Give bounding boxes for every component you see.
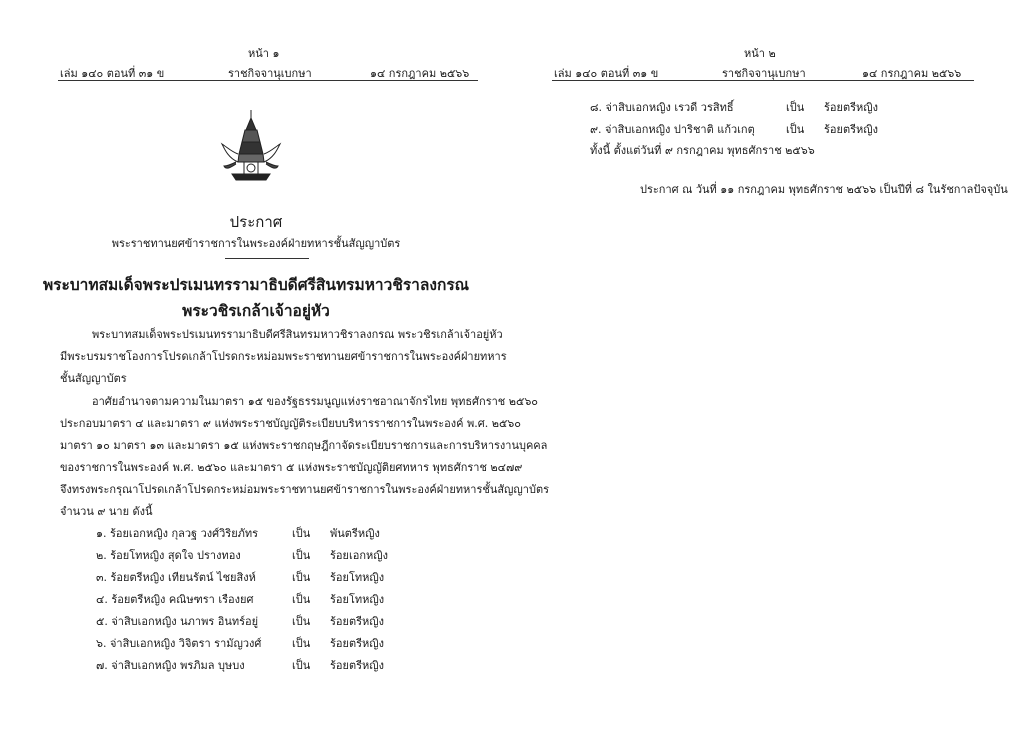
paragraph-2-line: อาศัยอำนาจตามความในมาตรา ๑๕ ของรัฐธรรมนูญแห่งราชอาณาจักรไทย พุทธศักราช ๒๕๖๐ [92, 395, 539, 408]
gazette-page-2 [512, 0, 1024, 738]
list-item-be: เป็น [292, 549, 311, 562]
title-divider [225, 258, 309, 259]
list-item-name: ๓. ร้อยตรีหญิง เทียนรัตน์ ไชยสิงห์ [96, 571, 256, 584]
announcement-subject: พระราชทานยศข้าราชการในพระองค์ฝ่ายทหารชั้นสัญญาบัตร [111, 237, 401, 250]
paragraph-1-line: มีพระบรมราชโองการโปรดเกล้าโปรดกระหม่อมพระราชทานยศข้าราชการในพระองค์ฝ่ายทหาร [60, 350, 507, 363]
list-item-name: ๔. ร้อยตรีหญิง คณิษฑรา เรืองยศ [96, 593, 254, 606]
list-item-rank: ร้อยตรีหญิง [330, 659, 385, 672]
list-item-name: ๒. ร้อยโทหญิง สุดใจ ปรางทอง [96, 549, 241, 562]
header-gazette-name: ราชกิจจานุเบกษา [722, 67, 806, 80]
list-item-be: เป็น [292, 527, 311, 540]
list-item-be: เป็น [786, 123, 805, 136]
header-date: ๑๔ กรกฎาคม ๒๕๖๖ [862, 67, 962, 80]
paragraph-2-line: ประกอบมาตรา ๔ และมาตรา ๙ แห่งพระราชบัญญัติระเบียบบริหารราชการในพระองค์ พ.ศ. ๒๕๖๐ [60, 417, 521, 430]
paragraph-2-line: ของราชการในพระองค์ พ.ศ. ๒๕๖๐ และมาตรา ๕ แห่งพระราชบัญญัติยศทหาร พุทธศักราช ๒๔๗๙ [60, 461, 523, 474]
paragraph-2-line: จำนวน ๙ นาย ดังนี้ [60, 505, 153, 518]
list-item-name: ๕. จ่าสิบเอกหญิง นภาพร อินทร์อยู่ [96, 615, 259, 628]
list-item-rank: ร้อยตรีหญิง [824, 123, 879, 136]
list-item-name: ๘. จ่าสิบเอกหญิง เรวดี วรสิทธิ์ [590, 101, 734, 114]
paragraph-2-line: จึงทรงพระกรุณาโปรดเกล้าโปรดกระหม่อมพระราชทานยศข้าราชการในพระองค์ฝ่ายทหารชั้นสัญญาบัตร [60, 483, 550, 496]
page-number: หน้า ๒ [744, 47, 776, 60]
list-item-name: ๙. จ่าสิบเอกหญิง ปาริชาติ แก้วเกตุ [590, 123, 755, 136]
header-volume: เล่ม ๑๔๐ ตอนที่ ๓๑ ข [554, 67, 659, 80]
paragraph-2-line: มาตรา ๑๐ มาตรา ๑๓ และมาตรา ๑๕ แห่งพระราชกฤษฎีกาจัดระเบียบราชการและการบริหารงานบุคคล [60, 439, 548, 452]
list-item-name: ๑. ร้อยเอกหญิง กุลวฐ วงศ์วิริยภัทร [96, 527, 259, 540]
header-gazette-name: ราชกิจจานุเบกษา [228, 67, 312, 80]
list-item-name: ๖. จ่าสิบเอกหญิง วิจิตรา รามัญวงศ์ [96, 637, 262, 650]
announcement-heading: ประกาศ [229, 213, 283, 231]
paragraph-1-line: พระบาทสมเด็จพระปรเมนทรรามาธิบดีศรีสินทรมหาวชิราลงกรณ พระวชิรเกล้าเจ้าอยู่หัว [92, 328, 503, 341]
paragraph-1-line: ชั้นสัญญาบัตร [60, 372, 127, 385]
list-item-be: เป็น [292, 637, 311, 650]
list-item-be: เป็น [292, 615, 311, 628]
effective-date: ทั้งนี้ ตั้งแต่วันที่ ๙ กรกฎาคม พุทธศักราช ๒๕๖๖ [590, 144, 815, 157]
list-item-rank: พันตรีหญิง [330, 527, 380, 540]
list-item-name: ๗. จ่าสิบเอกหญิง พรภิมล บุษบง [96, 659, 245, 672]
list-item-rank: ร้อยเอกหญิง [330, 549, 388, 562]
garuda-emblem-icon [218, 108, 284, 188]
king-title-line-1: พระบาทสมเด็จพระปรเมนทรรามาธิบดีศรีสินทรมหาวชิราลงกรณ [42, 275, 470, 294]
list-item-rank: ร้อยโทหญิง [330, 593, 385, 606]
page-number: หน้า ๑ [248, 47, 280, 60]
list-item-rank: ร้อยตรีหญิง [330, 615, 385, 628]
list-item-be: เป็น [292, 659, 311, 672]
list-item-rank: ร้อยตรีหญิง [824, 101, 879, 114]
list-item-be: เป็น [292, 593, 311, 606]
header-rule [552, 80, 974, 81]
header-volume: เล่ม ๑๔๐ ตอนที่ ๓๑ ข [60, 67, 165, 80]
list-item-rank: ร้อยตรีหญิง [330, 637, 385, 650]
list-item-rank: ร้อยโทหญิง [330, 571, 385, 584]
list-item-be: เป็น [292, 571, 311, 584]
list-item-be: เป็น [786, 101, 805, 114]
announced-date: ประกาศ ณ วันที่ ๑๑ กรกฎาคม พุทธศักราช ๒๕๖๖ เป็นปีที่ ๘ ในรัชกาลปัจจุบัน [640, 183, 1008, 196]
header-rule [58, 80, 478, 81]
king-title-line-2: พระวชิรเกล้าเจ้าอยู่หัว [182, 301, 330, 320]
header-date: ๑๔ กรกฎาคม ๒๕๖๖ [370, 67, 470, 80]
